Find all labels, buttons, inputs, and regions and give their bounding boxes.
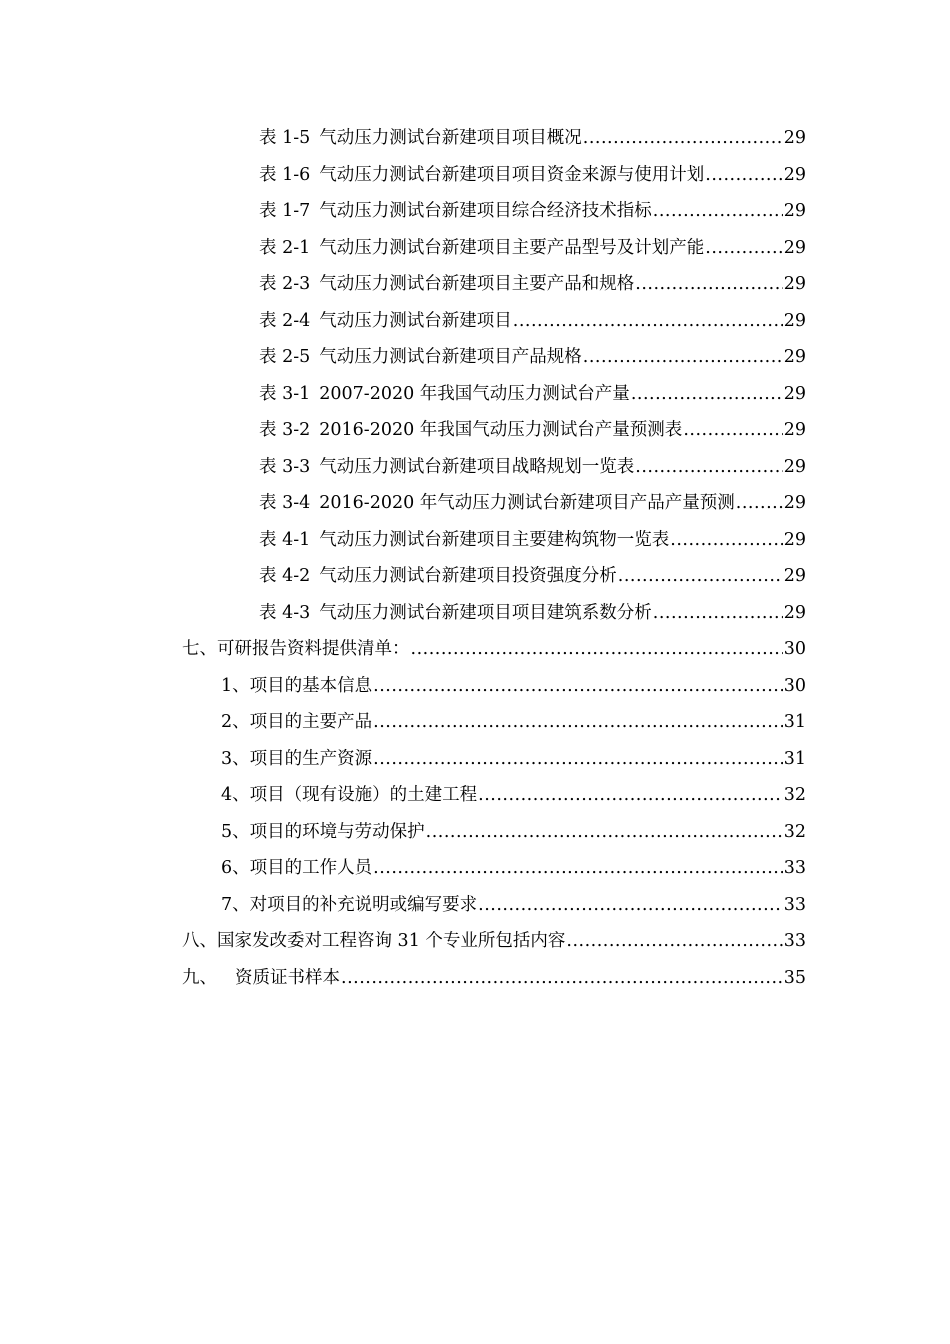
toc-entry-title: 3、项目的生产资源 bbox=[221, 748, 373, 769]
toc-entry-table-2-5[interactable] bbox=[259, 339, 806, 376]
toc-page-number: 29 bbox=[783, 383, 806, 404]
dot-leader bbox=[513, 310, 783, 332]
toc-page-number: 29 bbox=[783, 201, 806, 222]
dot-leader bbox=[736, 492, 783, 514]
toc-table-number: 表 4-2 bbox=[259, 566, 311, 587]
toc-entry-section-9[interactable] bbox=[182, 960, 806, 997]
toc-entry-title: 气动压力测试台新建项目综合经济技术指标 bbox=[319, 201, 652, 222]
toc-entry-table-3-4[interactable] bbox=[259, 485, 806, 522]
toc-entry-title: 6、项目的工作人员 bbox=[221, 858, 373, 879]
toc-entry-title: 气动压力测试台新建项目战略规划一览表 bbox=[319, 456, 635, 477]
dot-leader bbox=[705, 237, 782, 259]
toc-entry-table-2-4[interactable] bbox=[259, 303, 806, 340]
toc-page-number: 29 bbox=[783, 493, 806, 514]
toc-entry-table-1-7[interactable] bbox=[259, 193, 806, 230]
dot-leader bbox=[670, 529, 782, 551]
toc-entry-title: 七、可研报告资料提供清单： bbox=[182, 639, 410, 660]
toc-page-number: 33 bbox=[783, 894, 806, 915]
toc-entry-7-3[interactable] bbox=[221, 741, 806, 778]
toc-entry-table-3-2[interactable] bbox=[259, 412, 806, 449]
toc-entry-table-3-3[interactable] bbox=[259, 449, 806, 486]
toc-table-number: 表 3-4 bbox=[259, 493, 311, 514]
toc-entry-7-2[interactable] bbox=[221, 704, 806, 741]
dot-leader bbox=[683, 419, 782, 441]
toc-entry-title: 7、对项目的补充说明或编写要求 bbox=[221, 894, 478, 915]
dot-leader bbox=[411, 638, 783, 660]
toc-page-number: 30 bbox=[783, 675, 806, 696]
toc-section-number: 九、 bbox=[182, 967, 217, 988]
toc-entry-title: 八、国家发改委对工程咨询 31 个专业所包括内容 bbox=[182, 931, 566, 952]
toc-table-number: 表 1-6 bbox=[259, 164, 311, 185]
dot-leader bbox=[341, 967, 783, 989]
toc-entry-table-2-1[interactable] bbox=[259, 230, 806, 267]
toc-table-number: 表 4-1 bbox=[259, 529, 311, 550]
toc-page-number: 30 bbox=[783, 639, 806, 660]
toc-table-number: 表 2-4 bbox=[259, 310, 311, 331]
toc-entry-title: 2、项目的主要产品 bbox=[221, 712, 373, 733]
toc-page-number: 29 bbox=[783, 310, 806, 331]
toc-page-number: 29 bbox=[783, 164, 806, 185]
toc-entry-section-8[interactable] bbox=[182, 923, 806, 960]
dot-leader bbox=[373, 675, 783, 697]
toc-entry-title: 气动压力测试台新建项目主要建构筑物一览表 bbox=[319, 529, 670, 550]
toc-page-number: 29 bbox=[783, 420, 806, 441]
toc-page-number: 29 bbox=[783, 566, 806, 587]
toc-table-number: 表 3-3 bbox=[259, 456, 311, 477]
toc-entry-title: 2016-2020 年我国气动压力测试台产量预测表 bbox=[319, 420, 683, 441]
toc-table-number: 表 2-5 bbox=[259, 347, 311, 368]
dot-leader bbox=[635, 273, 782, 295]
toc-entry-title: 气动压力测试台新建项目项目资金来源与使用计划 bbox=[319, 164, 705, 185]
toc-entry-title: 2007-2020 年我国气动压力测试台产量 bbox=[319, 383, 630, 404]
toc-page-number: 32 bbox=[783, 785, 806, 806]
toc-table-number: 表 4-3 bbox=[259, 602, 311, 623]
toc-table-number: 表 2-1 bbox=[259, 237, 311, 258]
toc-entry-title: 气动压力测试台新建项目投资强度分析 bbox=[319, 566, 617, 587]
toc-page-number: 31 bbox=[783, 712, 806, 733]
toc-entry-section-7[interactable] bbox=[182, 631, 806, 668]
toc-entry-table-1-5[interactable] bbox=[259, 120, 806, 157]
toc-page-number: 33 bbox=[783, 858, 806, 879]
toc-entry-7-7[interactable] bbox=[221, 887, 806, 924]
toc-page-number: 29 bbox=[783, 602, 806, 623]
dot-leader bbox=[426, 821, 783, 843]
toc-page-number: 29 bbox=[783, 456, 806, 477]
toc-entry-7-5[interactable] bbox=[221, 814, 806, 851]
toc-entry-title: 5、项目的环境与劳动保护 bbox=[221, 821, 425, 842]
toc-table-number: 表 3-1 bbox=[259, 383, 311, 404]
toc-entry-table-2-3[interactable] bbox=[259, 266, 806, 303]
dot-leader bbox=[478, 784, 783, 806]
toc-entry-title: 气动压力测试台新建项目项目建筑系数分析 bbox=[319, 602, 652, 623]
dot-leader bbox=[583, 127, 783, 149]
toc-entry-title: 资质证书样本 bbox=[235, 967, 340, 988]
toc-table-number: 表 1-7 bbox=[259, 201, 311, 222]
toc-entry-7-1[interactable] bbox=[221, 668, 806, 705]
toc-entry-table-4-3[interactable] bbox=[259, 595, 806, 632]
toc-page-number: 33 bbox=[783, 931, 806, 952]
toc-page-number: 29 bbox=[783, 274, 806, 295]
toc-entry-title: 气动压力测试台新建项目产品规格 bbox=[319, 347, 582, 368]
toc-entry-table-4-2[interactable] bbox=[259, 558, 806, 595]
toc-entry-table-1-6[interactable] bbox=[259, 157, 806, 194]
dot-leader bbox=[631, 383, 783, 405]
toc-entry-title: 气动压力测试台新建项目项目概况 bbox=[319, 128, 582, 149]
dot-leader bbox=[373, 857, 783, 879]
toc-entry-title: 2016-2020 年气动压力测试台新建项目产品产量预测 bbox=[319, 493, 735, 514]
dot-leader bbox=[583, 346, 783, 368]
toc-page-number: 35 bbox=[783, 967, 806, 988]
toc-page-number: 32 bbox=[783, 821, 806, 842]
toc-table-number: 表 2-3 bbox=[259, 274, 311, 295]
toc-entry-table-3-1[interactable] bbox=[259, 376, 806, 413]
toc-entry-title: 气动压力测试台新建项目主要产品型号及计划产能 bbox=[319, 237, 705, 258]
toc-page-number: 31 bbox=[783, 748, 806, 769]
dot-leader bbox=[373, 748, 783, 770]
dot-leader bbox=[653, 200, 783, 222]
toc-entry-title: 1、项目的基本信息 bbox=[221, 675, 373, 696]
dot-leader bbox=[566, 930, 782, 952]
toc-page-number: 29 bbox=[783, 529, 806, 550]
toc-table-number: 表 3-2 bbox=[259, 420, 311, 441]
toc-entry-7-4[interactable] bbox=[221, 777, 806, 814]
toc-page-number: 29 bbox=[783, 128, 806, 149]
dot-leader bbox=[635, 456, 782, 478]
dot-leader bbox=[478, 894, 783, 916]
toc-entry-title: 4、项目（现有设施）的土建工程 bbox=[221, 785, 478, 806]
dot-leader bbox=[618, 565, 783, 587]
toc-page-number: 29 bbox=[783, 237, 806, 258]
toc-entry-table-4-1[interactable] bbox=[259, 522, 806, 559]
toc-entry-title: 气动压力测试台新建项目主要产品和规格 bbox=[319, 274, 635, 295]
toc-table-number: 表 1-5 bbox=[259, 128, 311, 149]
dot-leader bbox=[373, 711, 783, 733]
dot-leader bbox=[705, 164, 782, 186]
toc-entry-7-6[interactable] bbox=[221, 850, 806, 887]
dot-leader bbox=[653, 602, 783, 624]
toc-page-number: 29 bbox=[783, 347, 806, 368]
toc-entry-title: 气动压力测试台新建项目 bbox=[319, 310, 512, 331]
table-of-contents bbox=[0, 120, 950, 996]
